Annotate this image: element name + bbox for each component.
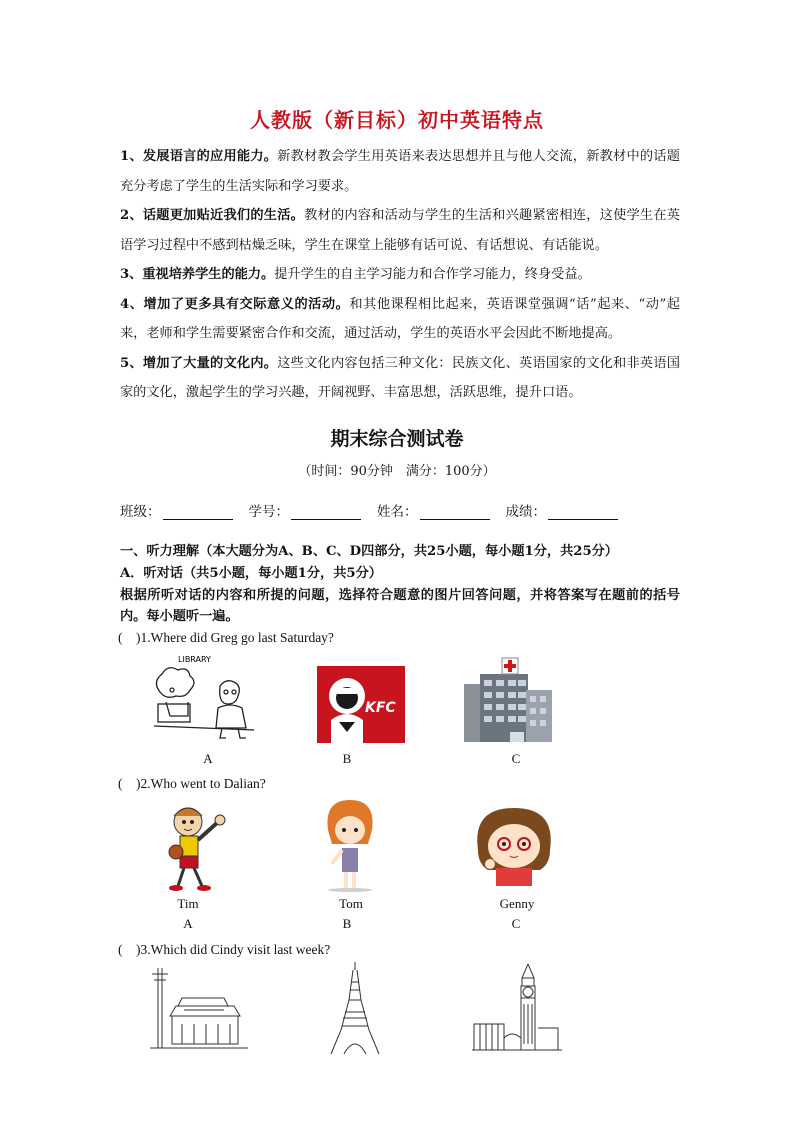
tom-image (320, 800, 380, 892)
class-field[interactable] (120, 500, 233, 520)
exam-subtitle: （时间：90分钟 满分：100分） (298, 464, 496, 479)
name-field[interactable] (377, 500, 490, 520)
score-field[interactable] (506, 500, 619, 520)
feature-2-text: 教材的内容和活动与学生的生活和兴趣紧密相连，这使学生在英语学习过程中不感到枯燥乏味，学生在课堂上能够有话可说、有话想说、有话能说。 (120, 208, 680, 253)
q1-option-b[interactable]: B (342, 751, 352, 766)
q2-option-c[interactable]: C (511, 916, 521, 931)
q2-name-tom: Tom (339, 896, 363, 911)
feature-4-heading: 4、增加了更多具有交际意义的活动。 (120, 296, 350, 312)
section1-heading: 一、听力理解（本大题分为A、B、C、D四部分，共25小题，每小题1分，共25分） (120, 544, 618, 559)
student-id-label: 学号： (248, 504, 289, 520)
feature-2-heading: 2、话题更加贴近我们的生活。 (120, 208, 305, 223)
q2-name-genny: Genny (499, 896, 535, 911)
q1-option-c[interactable]: C (511, 751, 521, 766)
exam-title: 期末综合测试卷 (330, 428, 464, 450)
feature-4-text: 和其他课程相比起来，英语课堂强调“话”起来、“动”起来，老师和学生需要紧密合作和交流，通过活动，学生的英语水平会因此不断地提高。 (120, 296, 680, 341)
kfc-image (317, 666, 405, 743)
eiffel-tower-image (330, 962, 380, 1056)
tiananmen-image (150, 964, 250, 1056)
feature-5-text: 这些文化内容包括三种文化：民族文化、英语国家的文化和非英语国家的文化，激起学生的学习兴趣，开阔视野、丰富思想，活跃思维，提升口语。 (120, 355, 680, 400)
features-list (120, 142, 680, 408)
library-sign-text: LIBRARY (178, 655, 211, 664)
hospital-image (464, 656, 554, 744)
feature-1 (120, 142, 680, 201)
genny-image (472, 806, 556, 886)
feature-5 (120, 349, 680, 408)
part-a-instructions: 根据所听对话的内容和所提的问题，选择符合题意的图片回答问题，并将答案写在题前的括号内。每小题听一遍。 (120, 588, 680, 624)
name-blank[interactable] (420, 505, 490, 520)
q2-option-a[interactable]: A (183, 916, 193, 931)
tim-image (162, 800, 232, 892)
feature-3-heading: 3、重视培养学生的能力。 (120, 267, 275, 282)
feature-2 (120, 201, 680, 260)
feature-5-heading: 5、增加了大量的文化内。 (120, 355, 278, 371)
name-label: 姓名： (377, 504, 418, 520)
score-blank[interactable] (548, 505, 618, 520)
library-image (148, 652, 258, 744)
feature-3-text: 提升学生的自主学习能力和合作学习能力，终身受益。 (274, 267, 591, 282)
score-label: 成绩： (505, 504, 546, 520)
feature-1-heading: 1、发展语言的应用能力。 (120, 149, 278, 164)
big-ben-image (472, 964, 562, 1056)
q2-name-tim: Tim (177, 896, 199, 911)
part-a-heading: A．听对话（共5小题，每小题1分，共5分） (120, 566, 382, 581)
feature-4 (120, 290, 680, 349)
class-label: 班级： (120, 504, 161, 520)
question-2: ( )2.Who went to Dalian? (118, 776, 266, 791)
feature-1-text: 新教材教会学生用英语来表达思想并且与他人交流，新教材中的话题充分考虑了学生的生活实际和学习要求。 (120, 149, 680, 194)
q2-option-b[interactable]: B (342, 916, 352, 931)
student-info-row (120, 500, 680, 520)
question-3: ( )3.Which did Cindy visit last week? (118, 942, 331, 957)
q1-option-a[interactable]: A (203, 751, 213, 766)
question-1: ( )1.Where did Greg go last Saturday? (118, 630, 334, 645)
class-blank[interactable] (163, 505, 233, 520)
student-id-blank[interactable] (291, 505, 361, 520)
student-id-field[interactable] (249, 500, 362, 520)
feature-3 (120, 260, 680, 290)
kfc-logo-text: KFC (365, 700, 396, 716)
main-title: 人教版（新目标）初中英语特点 (250, 108, 544, 132)
